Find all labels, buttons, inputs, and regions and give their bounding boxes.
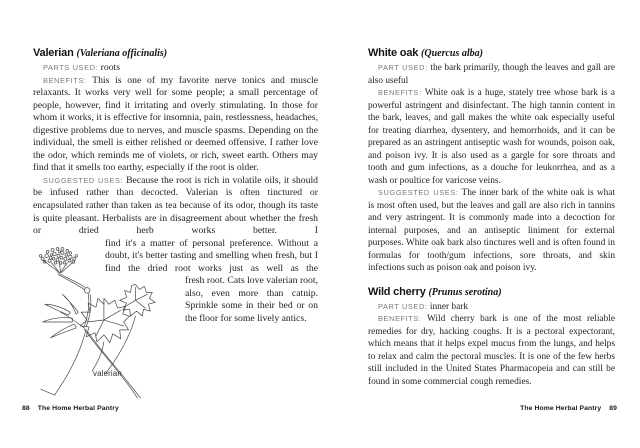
left-page-footer (22, 405, 119, 412)
herb-latin-name: (Quercus alba) (421, 48, 483, 59)
entry-heading-white-oak (368, 47, 615, 60)
flower-cluster (39, 247, 77, 264)
herb-name: Wild cherry (368, 285, 426, 298)
benefits-text: Wild cherry bark is one of the most reliable remedies for dry, hacking coughs. It is a pectoral expectorant, which means that it helps expel mucus from the lungs, and helps to relax and calm the pectoral muscles. It is one of the few herbs still included in the United States Pharmacopeia and can still be found in some commercial cough remedies. (368, 314, 615, 387)
suggested-uses-text-wrap-narrow: fresh root. Cats love valerian root, also, even more than catnip. Sprinkle some in their bed or on the floor for some lively antics. (185, 275, 318, 324)
running-title-left: The Home Herbal Pantry (37, 405, 119, 412)
benefits-label: BENEFITS: (378, 88, 422, 97)
part-used-label: PART USED: (378, 63, 428, 72)
suggested-uses-paragraph (33, 175, 318, 238)
benefits-paragraph (368, 313, 615, 388)
entry-heading-valerian (33, 47, 318, 60)
part-used-value: inner bark (429, 301, 469, 312)
suggested-uses-text-wrap-mid: find it's a matter of personal preference. Without a doubt, it's better tasting and smelling when fresh, but I find the dried root works just as well as the (105, 237, 318, 274)
left-page-column (33, 47, 319, 378)
part-used-line (368, 301, 615, 314)
benefits-paragraph (368, 87, 615, 187)
running-title-right: The Home Herbal Pantry (520, 405, 602, 412)
suggested-uses-label: SUGGESTED USES: (43, 175, 124, 185)
right-page-footer (520, 405, 617, 412)
herb-name: White oak (368, 47, 419, 59)
herb-latin-name: (Prunus serotina) (428, 286, 502, 298)
suggested-uses-label: SUGGESTED USES: (378, 188, 459, 197)
benefits-text: White oak is a huge, stately tree whose bark is a powerful astringent and disinfectant. The high tannin content in the bark, leaves, and gall makes the white oak especially useful for treating diarrhea, dysentery, and hemorrhoids, and it can be prepared as an astringent antiseptic wash for wounds, poison oak, and poison ivy. It is also used as a gargle for sore throats and tooth and gum infections, as a douche for leukorrhea, and as a wash or poultice for varicose veins. (368, 88, 616, 186)
benefits-label: BENEFITS: (378, 314, 422, 323)
parts-used-line (33, 62, 318, 75)
part-used-line (368, 62, 615, 87)
herb-latin-name: (Valeriana officinalis) (76, 48, 168, 59)
part-used-value: the bark primarily, though the leaves and gall are also useful (368, 63, 615, 86)
page-number-left: 88 (22, 405, 30, 412)
parts-used-label: PARTS USED: (43, 63, 99, 72)
benefits-paragraph (33, 75, 318, 175)
benefits-text: This is one of my favorite nerve tonics and muscle relaxants. It works very well for some people; a small percentage of people, however, find it irritating and overly stimulating. In those for whom it works, it is effective for insomnia, pain, restlessness, headaches, digestive problems due to nerves, and muscle spasms. Depending on the individual, the smell is either relished or deemed offensive. I rather love the odor, which reminds me of violets, or rich, sweet earth. Others may find that it smells too earthy, especially if the root is older. (33, 74, 319, 174)
illustration-caption: valerian (93, 369, 122, 378)
herb-name: Valerian (33, 47, 74, 59)
suggested-uses-text: The inner bark of the white oak is what is most often used, but the leaves and gall are also rich in tannins and very astringent. It is commonly made into a decoction for internal purposes, and an antiseptic liniment for external purposes. White oak bark also tinctures well and is often found in formulas for tooth/gum infections, sore throats, and skin infections such as poison oak and poison ivy. (368, 188, 616, 273)
page-number-right: 89 (609, 405, 617, 412)
parts-used-value: roots (100, 62, 120, 73)
entry-heading-wild-cherry (368, 286, 615, 299)
right-page-column (368, 47, 615, 388)
suggested-uses-paragraph (368, 187, 615, 275)
suggested-uses-text-1: Because the root is rich in volatile oils, it should be infused rather than decocted. Valerian is often tinctured or encapsulated rather than taken as tea because of its odor, though its taste is quite pleasant. Herbalists are in disagreement about whether the fresh or dried herb works better. I (33, 174, 318, 237)
benefits-label: BENEFITS: (43, 75, 87, 85)
part-used-label: PART USED: (378, 301, 428, 311)
